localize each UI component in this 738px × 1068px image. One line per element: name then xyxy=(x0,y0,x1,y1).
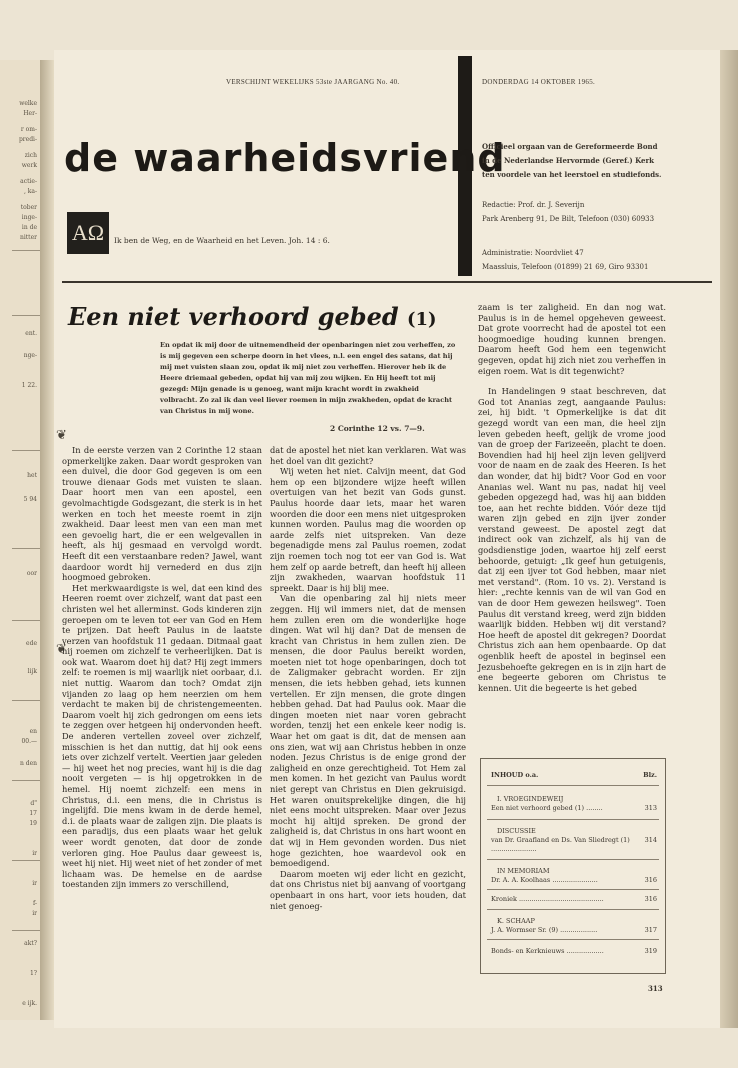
article-column-2: dat de apostel het niet kan verklaren. Wat was het doel van dit gezicht? Wij weten het niet. Calvijn meent, dat God hem op een bijzondere wijze heeft willen overtuigen van het bezit van Gods gunst. Paulus hoorde daar iets, maar het waren woorden die door een mens niet uitgesproken kunnen worden. Paulus mag die woorden op aarde zelfs niet uitspreken. Van deze begenadigde mens zal Paulus roemen, zodat zijn roemen toch nog tot eer van God is. Wat hem zelf op aarde betreft, dan heeft hij alleen zijn zwakheden, waarvan hoofdstuk 11 spreekt. Daar is hij blij mee. Van die openbaring zal hij niets meer zeggen. Hij wil immers niet, dat de mensen hem zullen eren om die wonderlijke hoge dingen. Wat wil hij dan? Dat de mensen de kracht van Christus in hem zullen zien. De mensen, die door Paulus bereikt worden, moeten niet tot hoge openbaringen, doch tot de Zaligmaker gebracht worden. Er zijn mensen, die iets hebben gehad, iets kunnen vertellen. Er zijn mensen, die grote dingen hebben gehad. Dat had Paulus ook. Maar die dingen moeten niet naar voren gebracht worden, tenzij het een enkele keer nodig is. Waar het om gaat is dit, dat de mensen aan ons zien, wat wij aan Christus hebben in onze noden. Jezus Christus is de enige grond der zaligheid en onze gerechtigheid. Tot Hem zal men komen. In het gezicht van Paulus wordt niet gerept van Christus en Dien gekruisigd. Het waren onuitsprekelijke dingen, die hij niet eens mocht uitspreken. Maar over Jezus mocht hij altijd spreken. De grond der zaligheid is, dat Christus in ons hart woont en dat wij in Hem gevonden worden. Dus niet hoge gezichten, hoe waardevol ook en bemoedigend. Daarom moeten wij eder licht en gezicht, dat ons Christus niet bij aanvang of voortgang openbaart in ons hart, voor iets houden, dat niet genoeg- xyxy=(270,445,466,911)
toc-entry[interactable]: K. SCHAAP J. A. Wormser Sr. (9) .................. 317 xyxy=(491,917,657,934)
previous-page-rule xyxy=(12,450,40,451)
toc-divider xyxy=(487,859,659,860)
toc-entry[interactable]: Kroniek ......................................... 316 xyxy=(491,895,657,903)
toc-entry[interactable]: IN MEMORIAM Dr. A. A. Koolhaas ...................... 316 xyxy=(491,867,657,884)
article-epigraph: En opdat ik mij door de uitnemendheid der openbaringen niet zou verheffen, zo is mij gegeven een scherpe doorn in het vlees, n.l. een engel des satans, dat hij mij met vuisten slaan zou, opdat ik mij niet zou verheffen. Hierover heb ik de Heere driemaal gebeden, opdat hij van mij zou wijken. En Hij heeft tot mij gezegd: Mijn genade is u genoeg, want mijn kracht wordt in zwakheid volbracht. Zo zal ik dan veel liever roemen in mijn zwakheden, opdat de kracht van Christus in mij wone. xyxy=(160,341,456,415)
previous-page-fragment: actie- xyxy=(20,178,37,185)
previous-page-fragment: tober xyxy=(20,204,37,211)
previous-page-fragment: ent. xyxy=(25,330,37,337)
previous-page-fragment: en xyxy=(29,728,37,735)
previous-page-fragment: welke xyxy=(19,100,37,107)
previous-page-fragment: oor xyxy=(26,570,37,577)
ornament-icon: ❦ xyxy=(56,642,67,657)
previous-page-fragment: akt? xyxy=(24,940,37,947)
previous-page-fragment: nitter xyxy=(19,234,37,241)
toc-divider xyxy=(487,939,659,940)
binding-gutter xyxy=(40,60,54,1020)
toc-entry[interactable]: I. VROEGINDEWEIJ Een niet verhoord gebed (1) ........ 313 xyxy=(491,795,657,812)
administration-info: Administratie: Noordvliet 47 Maassluis, Telefoon (01899) 21 69, Giro 93301 xyxy=(482,249,649,271)
previous-page-fragment: ir xyxy=(32,910,37,917)
previous-page-fragment: lijk xyxy=(27,668,37,675)
previous-page-fragment: ir xyxy=(32,880,37,887)
previous-page-fragment: inge- xyxy=(21,214,37,221)
previous-page-fragment: werk xyxy=(21,162,37,169)
previous-page-fragment: 17 xyxy=(29,810,37,817)
previous-page-fragment: n den xyxy=(19,760,37,767)
toc-divider xyxy=(487,785,659,786)
toc-divider xyxy=(487,909,659,910)
previous-page-fragment: 19 xyxy=(29,820,37,827)
previous-page-rule xyxy=(12,250,40,251)
alpha-omega-logo: AΩ xyxy=(67,212,109,254)
toc-divider xyxy=(487,889,659,890)
article-column-3: zaam is ter zaligheid. En dan nog wat. Paulus is in de hemel opgeheven geweest. Dat grote voorrecht had de apostel tot een hoogmoedige houding kunnen brengen. Daarom heeft God hem een tegenwicht gegeven, opdat hij zich niet zou verheffen in eigen roem. Wat is dit tegenwicht? In Handelingen 9 staat beschreven, dat God tot Ananias zegt, aangaande Paulus: zei, hij bidt. 't Opmerkelijke is dat dit gezegd wordt van een man, die heel zijn leven gebeden heeft, gelijk de vrome jood van de groep der Farizeeën, placht te doen. Bovendien had hij heel zijn leven gelijverd voor de naam en de zaak des Heeren. Is het dan wonder, dat hij bidt? Voor God en voor Ananias wel. Want nu pas, nadat hij veel gebeden opgezegd had, was hij aan bidden toe, aan het rechte bidden. Vóór deze tijd waren zijn gebed en zijn ijver zonder verstand geweest. De apostel zegt dat indirect ook van zichzelf, als hij van de godsdienstige joden, waartoe hij zelf eerst behoorde, getuigt: „Ik geef hun getuigenis, dat zij een ijver tot God hebben, maar niet met verstand". (Rom. 10 vs. 2). Verstand is hier: „rechte kennis van de wil van God en van de door Hem gewezen heilsweg". Toen Paulus dit verstand kreeg, werd zijn bidden waarlijk bidden. Hebben wij dit verstand? Hoe heeft de apostel dit gekregen? Doordat Christus zich aan hem openbaarde. Op dat ogenblik heeft de apostel in beginsel een Jezusbehoefte gekregen en is in zijn hart de ene begeerte geboren om Christus te kennen. Uit die begeerte is het gebed xyxy=(478,302,666,693)
motto: Ik ben de Weg, en de Waarheid en het Leven. Joh. 14 : 6. xyxy=(114,236,330,245)
previous-page-fragment: nge- xyxy=(23,352,37,359)
previous-page-fragment: d" xyxy=(30,800,37,807)
previous-page-fragment: 5 94 xyxy=(23,496,37,503)
ornament-icon: ❦ xyxy=(56,428,67,443)
previous-page-fragment: ede xyxy=(26,640,37,647)
previous-page-edge xyxy=(0,60,41,1020)
issue-line: VERSCHIJNT WEKELIJKS 53ste JAARGANG No. 40. xyxy=(226,78,400,86)
previous-page-fragment: 1 22. xyxy=(21,382,37,389)
previous-page-fragment: r om- xyxy=(20,126,37,133)
header-rule xyxy=(62,281,712,283)
bible-reference: 2 Corinthe 12 vs. 7—9. xyxy=(330,424,425,433)
previous-page-rule xyxy=(12,780,40,781)
page-number: 313 xyxy=(648,984,663,993)
previous-page-rule xyxy=(12,548,40,549)
masthead-title: de waarheidsvriend xyxy=(64,136,506,180)
editorial-info: Redactie: Prof. dr. J. Severijn Park Arenberg 91, De Bilt, Telefoon (030) 60933 xyxy=(482,201,655,223)
article-title: Een niet verhoord gebed (1) xyxy=(68,302,437,331)
page-edge xyxy=(720,50,738,1028)
previous-page-fragment: predi- xyxy=(18,136,37,143)
previous-page-fragment: 00.— xyxy=(21,738,37,745)
previous-page-rule xyxy=(12,700,40,701)
organ-description: Officieel orgaan van de Gereformeerde Bond in de Nederlandse Hervormde (Geref.) Kerk ten voordele van het leerstoel en studiefonds. xyxy=(482,142,662,179)
previous-page-fragment: e ijk. xyxy=(22,1000,37,1007)
table-of-contents xyxy=(480,758,666,974)
previous-page-fragment: 1? xyxy=(29,970,37,977)
previous-page-fragment: , ka- xyxy=(23,188,37,195)
previous-page-rule xyxy=(12,620,40,621)
previous-page-fragment: het xyxy=(27,472,37,479)
toc-entry[interactable]: DISCUSSIE van Dr. Graafland en Ds. Van Sliedregt (1) ...................... 314 xyxy=(491,827,657,853)
previous-page-fragment: zich xyxy=(24,152,37,159)
previous-page-rule xyxy=(12,860,40,861)
toc-header: INHOUD o.a. Blz. xyxy=(491,771,657,779)
previous-page-rule xyxy=(12,315,40,316)
previous-page-fragment: ir xyxy=(32,850,37,857)
previous-page-fragment: Her- xyxy=(23,110,37,117)
previous-page-fragment: in de xyxy=(21,224,37,231)
toc-divider xyxy=(487,819,659,820)
date-line: DONDERDAG 14 OKTOBER 1965. xyxy=(482,78,596,86)
previous-page-fragment: f- xyxy=(32,900,37,907)
article-column-1: In de eerste verzen van 2 Corinthe 12 staan opmerkelijke zaken. Daar wordt gesproken van een duivel, die door God gegeven is om een trouwe dienaar Gods met vuisten te slaan. Daar hoort men van een apostel, een gevolmachtigde Godsgezant, die sterk is in het werken en toch het meeste roemt in zijn zwakheid. Daar leest men van een man met een gevoelig hart, die er een welgevallen in heeft, als hij gesmaad en vervolgd wordt. Heeft dit een verstaanbare reden? Jawel, want daardoor wordt hij vernederd en dus zijn hoogmoed gebroken. Het merkwaardigste is wel, dat een kind des Heeren roemt over zichzelf, want dat past een christen wel het allerminst. Gods kinderen zijn geroepen om te leven tot eer van God en Hem te prijzen. Dat heeft Paulus in de laatste verzen van hoofdstuk 11 gedaan. Ditmaal gaat hij roemen om zichzelf te verheerlijken. Dat is ook wat. Waarom doet hij dat? Hij zegt immers zelf: te roemen is mij waarlijk niet oorbaar, d.i. niet nuttig. Waarom dan toch? Omdat zijn vijanden zo laag op hem neerzien om hem verdacht te maken bij de christengemeenten. Daarom voelt hij zich gedrongen om eens iets te zeggen over hetgeen hij ondervonden heeft. De anderen vertellen zoveel over zichzelf, misschien is het dan nuttig, dat hij ook eens iets over zichzelf vertelt. Veertien jaar geleden — hij weet het nog precies, want hij is die dag nooit vergeten — is hij opgetrokken in de hemel. Hij noemt zichzelf: een mens in Christus, d.i. een mens, die in Christus is ingelijfd. Die mens kwam in de derde hemel, d.i. de plaats waar de zaligen zijn. Die plaats is een paradijs, dus een plaats waar het geluk weer wordt genoten, dat door de zonde verloren ging. Hoe Paulus daar geweest is, weet hij niet. Hij weet niet of het zonder of met lichaam was. De hemelse en de aardse toestanden zijn immers zo verschillend, xyxy=(62,445,262,890)
previous-page-rule xyxy=(12,930,40,931)
toc-entry[interactable]: Bonds- en Kerknieuws .................. 319 xyxy=(491,947,657,955)
